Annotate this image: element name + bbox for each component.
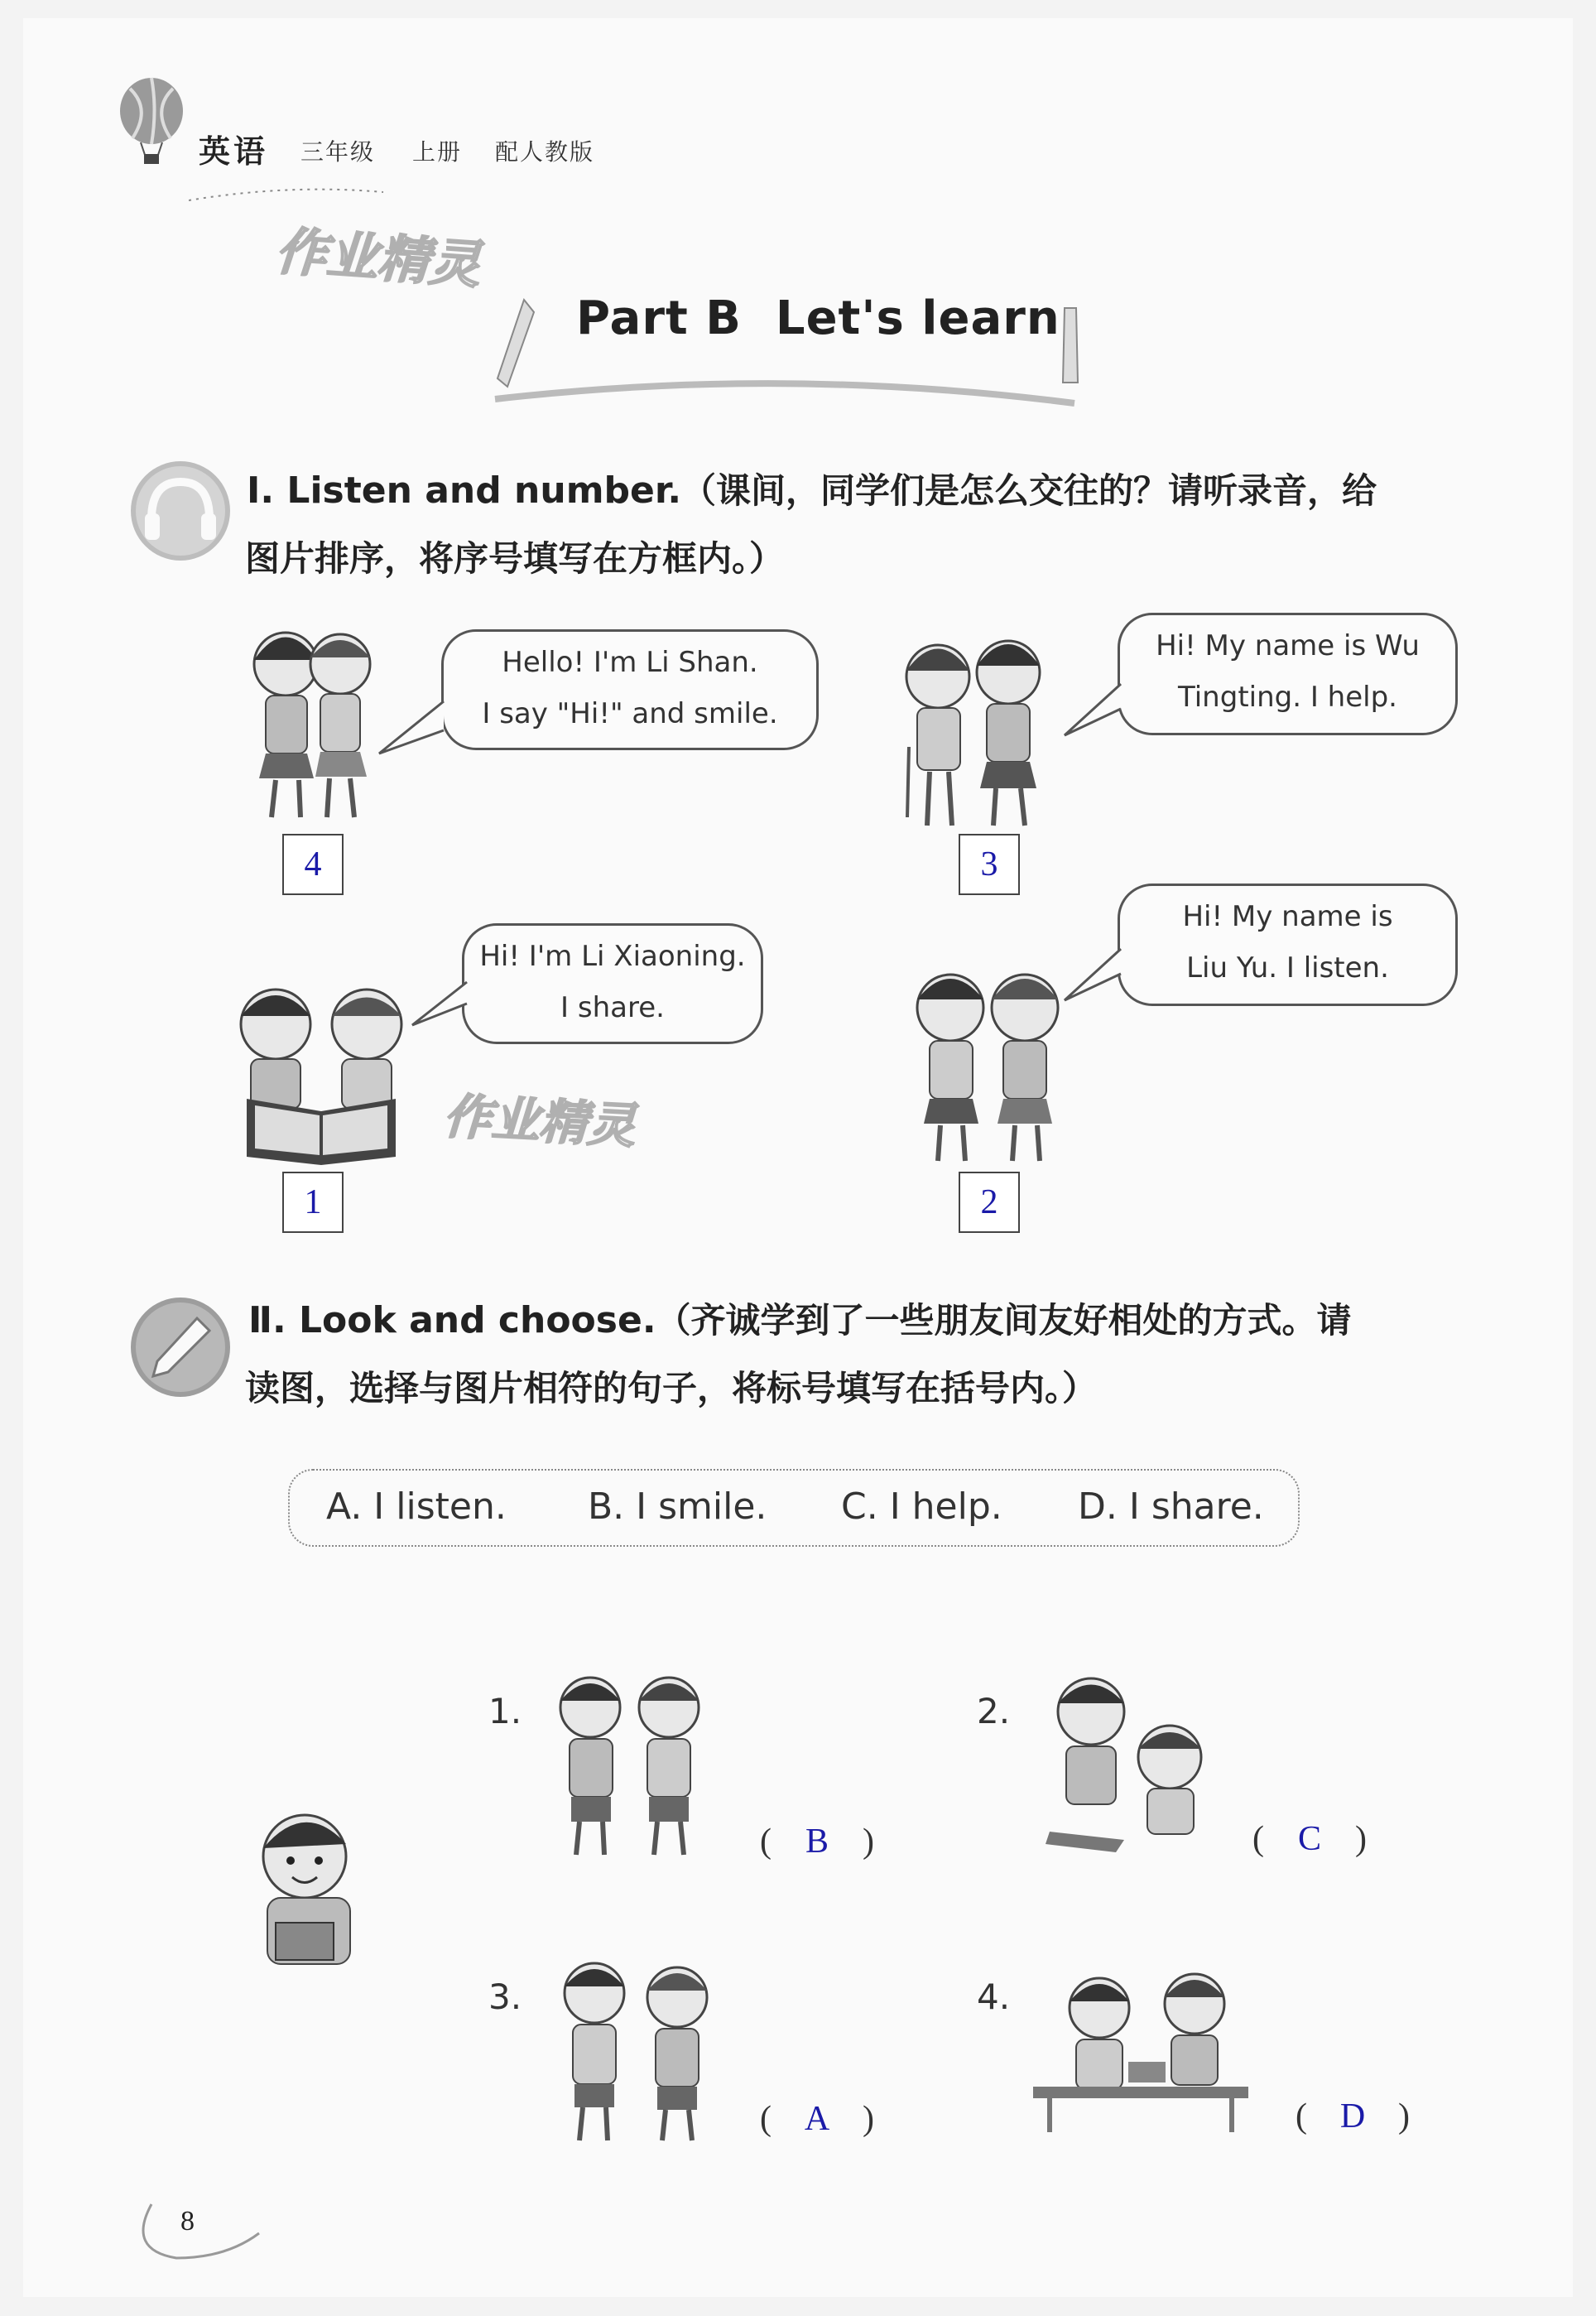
question-3-answer: A [804, 2100, 830, 2138]
workbook-page [23, 18, 1573, 2297]
option-d: D. I share. [1078, 1485, 1264, 1528]
question-4-number: 4. [977, 1977, 1011, 2017]
q4-sharing-bench-illustration [1025, 1962, 1257, 2145]
question-2-answer-slot[interactable]: ( C ) [1252, 1820, 1367, 1858]
question-4-answer: D [1339, 2097, 1366, 2135]
question-1-number: 1. [488, 1691, 522, 1731]
question-4-answer-slot[interactable]: ( D ) [1296, 2097, 1410, 2135]
question-2-number: 2. [977, 1691, 1011, 1731]
pencil-badge-icon [127, 1293, 234, 1404]
bubble-3-tail [411, 979, 469, 1032]
section2-instruction-line2: 读图，选择与图片相符的句子，将标号填写在括号内。） [245, 1368, 1098, 1408]
question-1-answer-slot[interactable]: ( B ) [760, 1822, 874, 1861]
option-b: B. I smile. [588, 1485, 767, 1528]
speech-bubble-2 [1118, 613, 1458, 735]
question-2-answer: C [1297, 1820, 1321, 1858]
speech-bubble-1 [441, 629, 819, 750]
section2-heading-en: Ⅱ. Look and choose. [248, 1299, 656, 1341]
header-edition: 配人教版 [495, 138, 595, 166]
two-girls-illustration [234, 614, 400, 830]
boy-with-notebook-illustration [243, 1798, 375, 1981]
speech-4-line2: Liu Yu. I listen. [1186, 951, 1389, 985]
speech-2-line2: Tingting. I help. [1178, 681, 1397, 714]
answer-box-2[interactable]: 3 [959, 834, 1020, 895]
kids-sharing-book-illustration [214, 966, 429, 1165]
question-3-answer-slot[interactable]: ( A ) [760, 2100, 874, 2138]
options-box [288, 1469, 1300, 1547]
page-title: Part B Let's learn [576, 291, 1060, 345]
option-a: A. I listen. [326, 1485, 507, 1528]
speech-bubble-3 [462, 923, 763, 1044]
speech-1-line2: I say "Hi!" and smile. [482, 697, 778, 730]
section1-heading-en: Ⅰ. Listen and number. [247, 469, 682, 512]
page-number: 8 [180, 2206, 195, 2237]
girls-listening-illustration [892, 954, 1091, 1169]
girls-helping-illustration [884, 623, 1083, 838]
q1-boys-illustration [545, 1666, 727, 1865]
watermark-middle: 作业精灵 [442, 1087, 637, 1155]
header-grade: 三年级 [300, 138, 376, 166]
bubble-1-tail [377, 697, 445, 758]
section1-instruction-line2: 图片排序，将序号填写在方框内。） [245, 538, 785, 579]
question-3-number: 3. [488, 1977, 522, 2017]
header-dotted-trail [189, 184, 387, 212]
speech-bubble-4 [1118, 884, 1458, 1006]
headphones-icon [127, 457, 234, 568]
question-1-answer: B [805, 1822, 829, 1861]
speech-1-line1: Hello! I'm Li Shan. [502, 646, 758, 679]
speech-4-line1: Hi! My name is [1182, 900, 1393, 933]
section1-heading-zh-1: （课间，同学们是怎么交往的？请听录音，给 [681, 470, 1377, 511]
bubble-2-tail [1063, 681, 1122, 742]
bubble-4-tail [1063, 946, 1122, 1007]
answer-box-3[interactable]: 1 [282, 1172, 344, 1233]
page-corner-swoosh [127, 2200, 267, 2270]
balloon-icon [116, 76, 187, 171]
header-subject: 英语 [199, 133, 269, 170]
speech-2-line1: Hi! My name is Wu [1156, 629, 1420, 662]
header-volume: 上册 [412, 138, 463, 166]
watermark-top: 作业精灵 [273, 220, 483, 296]
answer-box-4[interactable]: 2 [959, 1172, 1020, 1233]
q3-listening-boys-illustration [545, 1952, 727, 2150]
speech-3-line1: Hi! I'm Li Xiaoning. [479, 940, 746, 973]
option-c: C. I help. [841, 1485, 1002, 1528]
section2-instruction [248, 1287, 1507, 1355]
section2-heading-zh-1: （齐诚学到了一些朋友间友好相处的方式。请 [656, 1300, 1352, 1341]
section1-instruction [247, 457, 1505, 525]
speech-3-line2: I share. [560, 991, 665, 1024]
answer-box-1[interactable]: 4 [282, 834, 344, 895]
title-underline-swoosh [487, 374, 1083, 427]
q2-helping-illustration [1033, 1666, 1223, 1865]
